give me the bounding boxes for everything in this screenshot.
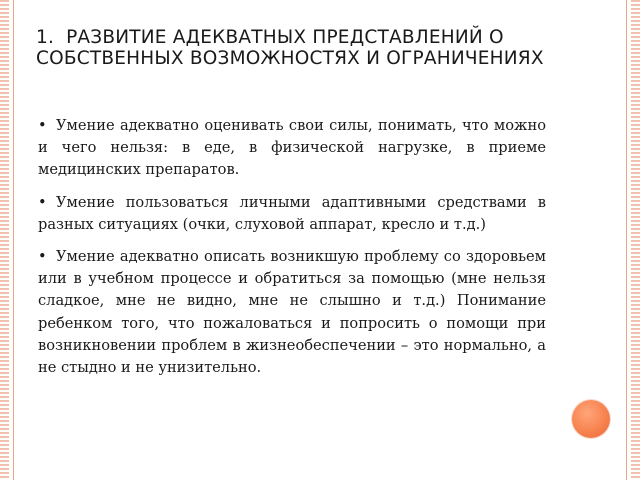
bullet-text: Умение пользоваться личными адаптивными средствами в разных ситуациях (очки, слуховой аппарат, кресло и т.д.) xyxy=(38,193,546,233)
title-number: 1. xyxy=(36,27,55,48)
title-text: РАЗВИТИЕ АДЕКВАТНЫХ ПРЕДСТАВЛЕНИЙ О СОБСТВЕННЫХ ВОЗМОЖНОСТЯХ И ОГРАНИЧЕНИЯХ xyxy=(36,27,544,69)
bullet-text: Умение адекватно описать возникшую проблему со здоровьем или в учебном процессе и обратиться за помощью (мне нельзя сладкое, мне не видно, мне не слышно и т.д.) Понимание ребенком того, что пожаловаться и попросить о помощи при возникновении проблем в жизнеобеспечении – это нормально, а не стыдно и не унизительно. xyxy=(38,248,546,377)
bullet-text: Умение адекватно оценивать свои силы, понимать, что можно и чего нельзя: в еде, в физической нагрузке, в приеме медицинских препаратов. xyxy=(38,117,546,179)
slide-title xyxy=(36,28,576,69)
right-frame-rule xyxy=(626,0,627,480)
right-decorative-stripe xyxy=(631,0,640,480)
bullet-item xyxy=(38,192,546,236)
left-frame-rule xyxy=(13,0,14,480)
bullet-marker: • xyxy=(38,117,47,134)
bullet-marker: • xyxy=(38,193,47,211)
bullet-list xyxy=(38,115,546,389)
left-decorative-stripe xyxy=(0,0,9,480)
decorative-orange-circle xyxy=(572,400,610,438)
bullet-item xyxy=(38,246,546,379)
bullet-marker: • xyxy=(38,248,47,266)
bullet-item xyxy=(38,115,546,182)
